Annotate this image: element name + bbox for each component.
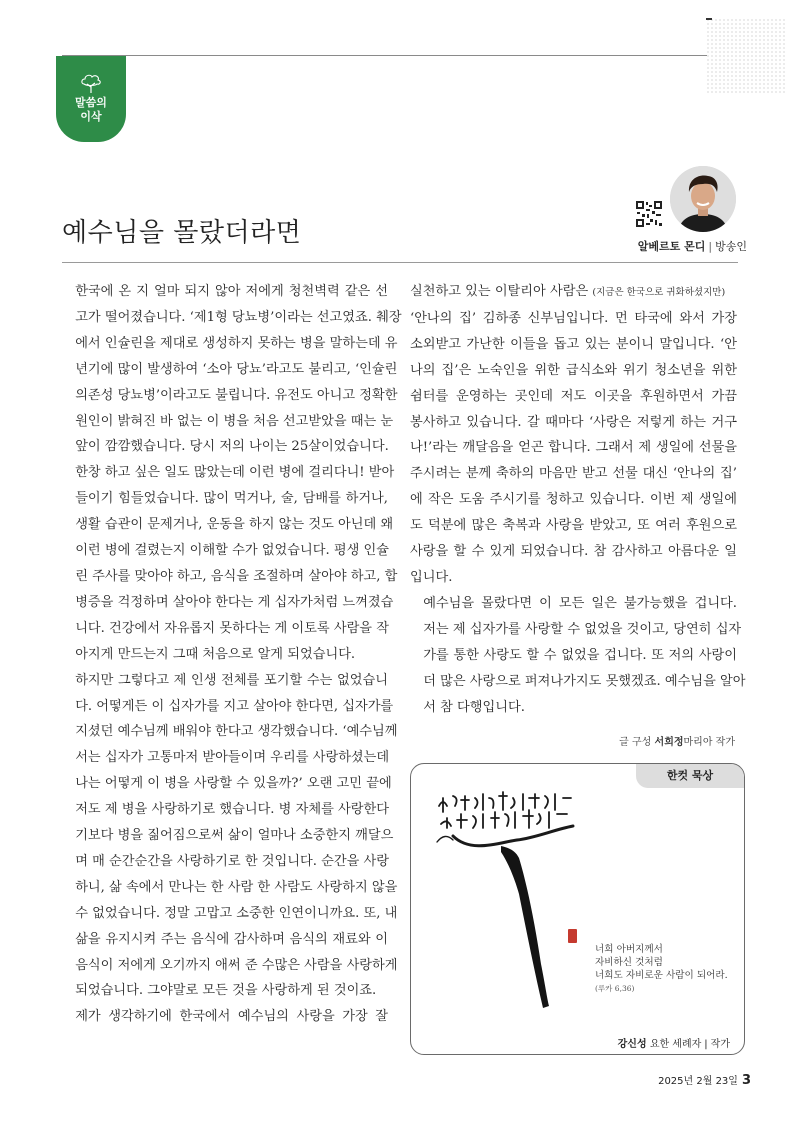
text-line: 지셨던 예수님께 배워야 한다고 생각했습니다. ‘예수님께	[75, 724, 398, 740]
text-line: 서 참 다행입니다.	[423, 699, 525, 715]
artist-credit: 강신성 요한 세례자 | 작가	[617, 1039, 730, 1050]
aside-note: (지금은 한국으로 귀화하셨지만)	[592, 287, 726, 298]
credit-name: 서희정	[654, 737, 684, 748]
article-credit	[619, 733, 735, 748]
text-line: 나의 집’은 노숙인을 위한 급식소와 위기 청소년을 위한	[410, 362, 737, 378]
page-number: 3	[741, 1073, 751, 1088]
artist-role: 작가	[710, 1039, 730, 1050]
paragraph-4	[410, 591, 746, 721]
verse-line: 자비하신 것처럼	[595, 957, 663, 968]
author-portrait-icon	[670, 166, 736, 232]
text-line: 한국에 온 지 얼마 되지 않아 저에게 청천벽력 같은 선	[75, 284, 388, 299]
text-line: 기보다 병을 짊어짐으로써 삶이 얼마나 소중한지 깨달으	[75, 828, 394, 844]
page-footer	[658, 1072, 751, 1088]
text-line: 저는 제 십자가를 사랑할 수 없었을 것이고, 당연히 십자	[423, 621, 742, 637]
text-line: 의존성 당뇨병’이라고도 불립니다. 유전도 아니고 정확한	[75, 387, 398, 403]
text-line: 예수님을 몰랐다면 이 모든 일은 불가능했을 겁니다.	[423, 595, 737, 611]
text-line: 사랑을 할 수 있게 되었습니다. 참 감사하고 아름다운 일	[410, 544, 737, 560]
text-line: 입니다.	[410, 569, 453, 585]
text-line: 소외받고 가난한 이들을 돕고 있는 분이니 말입니다. ‘안	[410, 336, 737, 352]
text-line: 고가 떨어졌습니다. ‘제1형 당뇨병’이라는 선고였죠. 췌장	[75, 309, 402, 325]
author-byline: 알베르토 몬디 | 방송인	[637, 240, 747, 253]
text-line: 제가 생각하기에 한국에서 예수님의 사랑을 가장 잘	[75, 1009, 388, 1025]
badge-line-2: 이삭	[80, 110, 102, 123]
text-line: 가를 통한 사랑도 할 수 없었을 겁니다. 또 저의 사랑이	[423, 647, 737, 663]
text-line: 에 작은 도움 주시기를 청하고 있습니다. 이번 제 생일에	[410, 492, 737, 508]
text-line: 앞이 깜깜했습니다. 당시 저의 나이는 25살이었습니다.	[75, 439, 389, 455]
text-line: 되었습니다. 그야말로 모든 것을 사랑하게 된 것이죠.	[75, 983, 377, 999]
issue-date: 2025년 2월 23일	[658, 1076, 738, 1087]
text-line: 봉사하고 있습니다. 갈 때마다 ‘사랑은 저렇게 하는 거구	[410, 414, 737, 430]
corner-mark	[706, 18, 712, 20]
text-line: 서는 십자가 고통마저 받아들이며 우리를 사랑하셨는데	[75, 750, 390, 766]
text-line: 이런 병에 걸렸는지 이해할 수가 없었습니다. 평생 인슐	[75, 543, 389, 559]
text-line: 년기에 많이 발생하여 ‘소아 당뇨’라고도 불리고, ‘인슐린	[75, 361, 398, 377]
text-line: 린 주사를 맞아야 하고, 음식을 조절하며 살아야 하고, 합	[75, 568, 398, 584]
text-line: 도 덕분에 많은 축복과 사랑을 받았고, 또 여러 후원으로	[410, 518, 737, 534]
right-column	[410, 279, 746, 720]
author-name: 알베르토 몬디	[637, 240, 706, 253]
text-line: 병증을 걱정하며 살아야 한다는 게 십자가처럼 느껴졌습	[75, 594, 394, 610]
text-line: 에서 인슐린을 제대로 생성하지 못하는 병을 말하는데 유	[75, 335, 398, 351]
text-line: ‘안나의 집’ 김하종 신부님입니다. 먼 타국에 와서 가장	[410, 310, 737, 326]
bible-verse	[595, 943, 728, 995]
artist-name: 강신성	[617, 1039, 647, 1050]
calligraphy-artwork	[431, 784, 591, 1009]
paragraph-1	[62, 279, 402, 668]
artist-baptismal-name: 요한 세례자	[649, 1039, 702, 1050]
red-seal	[568, 929, 577, 943]
text-line: 아지게 만드는지 그때 처음으로 알게 되었습니다.	[75, 646, 356, 662]
badge-line-1: 말씀의	[75, 96, 107, 109]
paragraph-2	[62, 668, 398, 1005]
text-line: 며 매 순간순간을 사랑하기로 한 것입니다. 순간을 사랑	[75, 853, 389, 869]
author-photo	[670, 166, 736, 232]
credit-label: 글 구성	[619, 737, 652, 748]
text-line: 하니, 삶 속에서 만나는 한 사람 한 사람도 사랑하지 않을	[75, 879, 398, 895]
section-badge	[56, 56, 126, 142]
author-role: 방송인	[715, 240, 747, 253]
text-line: 생활 습관이 문제거나, 운동을 하지 않는 것도 아닌데 왜	[75, 517, 394, 533]
top-rule	[62, 55, 707, 56]
text-fragment: 실천하고 있는 이탈리아 사람은	[410, 284, 589, 299]
header-divider	[62, 262, 738, 263]
text-line: 더 많은 사랑으로 퍼져나가지도 못했겠죠. 예수님을 알아	[423, 673, 746, 689]
text-line: 한창 하고 싶은 일도 많았는데 이런 병에 걸리다니! 받아	[75, 465, 395, 481]
text-line: 음식이 저에게 오기까지 애써 준 수많은 사람을 사랑하게	[75, 957, 398, 973]
paragraph-3-continued	[410, 279, 737, 591]
card-tag: 한컷 묵상	[636, 764, 744, 788]
text-line: 니다. 건강에서 자유롭지 못하다는 게 이토록 사람을 작	[75, 620, 389, 636]
qr-code[interactable]	[635, 200, 663, 228]
text-line: 하지만 그렇다고 제 인생 전체를 포기할 수는 없었습니	[75, 672, 388, 688]
article-title: 예수님을 몰랐더라면	[62, 218, 302, 248]
text-line: 삶을 유지시켜 주는 음식에 감사하며 음식의 재료와 이	[75, 931, 388, 947]
text-line	[410, 279, 737, 306]
text-line: 수 없었습니다. 정말 고맙고 소중한 인연이니까요. 또, 내	[75, 905, 398, 921]
left-column	[62, 279, 402, 1030]
text-line: 나는 어떻게 이 병을 사랑할 수 있을까?’ 오랜 고민 끝에	[75, 776, 392, 792]
verse-line: 너희도 자비로운 사람이 되어라.	[595, 970, 728, 981]
credit-role: 마리아 작가	[683, 737, 735, 748]
paragraph-3	[62, 1004, 388, 1030]
text-line: 주시려는 분께 축하의 마음만 받고 선물 대신 ‘안나의 집’	[410, 466, 737, 482]
text-line: 저도 제 병을 사랑하기로 했습니다. 병 자체를 사랑한다	[75, 802, 389, 818]
tree-icon	[79, 74, 103, 94]
text-line: 원인이 밝혀진 바 없는 이 병을 처음 선고받았을 때는 눈	[75, 413, 394, 429]
text-line: 나!’라는 깨달음을 얻곤 합니다. 그래서 제 생일에 선물을	[410, 440, 737, 456]
text-line: 쉼터를 운영하는 곳인데 저도 이곳을 후원하면서 가끔	[410, 388, 737, 404]
text-line: 들이기 힘들었습니다. 많이 먹거나, 술, 담배를 하거나,	[75, 491, 388, 507]
text-line: 다. 어떻게든 이 십자가를 지고 살아야 한다면, 십자가를	[75, 698, 394, 714]
verse-reference: (루카 6,36)	[595, 984, 635, 993]
corner-pattern	[706, 18, 786, 93]
meditation-card	[410, 763, 745, 1055]
verse-line: 너희 아버지께서	[595, 944, 663, 955]
